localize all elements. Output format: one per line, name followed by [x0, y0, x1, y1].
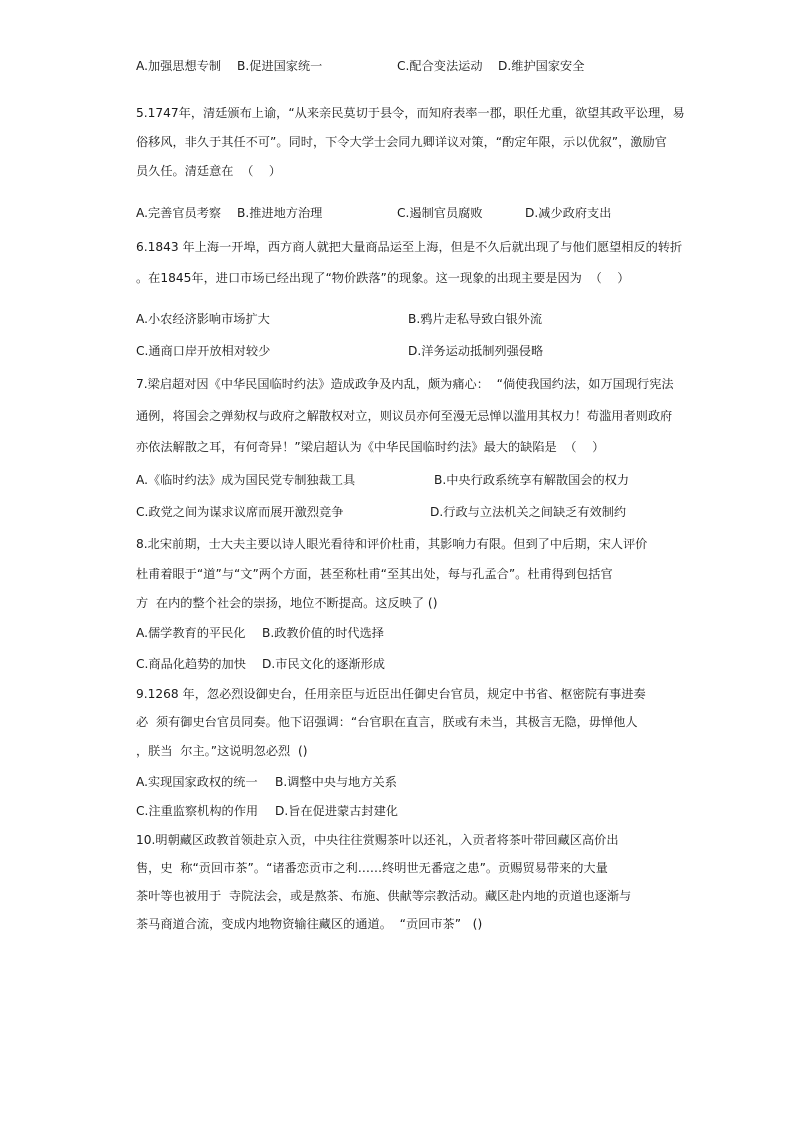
option-a: A.加强思想专制 — [136, 59, 222, 73]
option-b: B.鸦片走私导致白银外流 — [408, 312, 543, 326]
option-a: A.完善官员考察 — [136, 206, 222, 220]
question-stem-line: 10.明朝藏区政教首领赴京入贡，中央往往赏赐茶叶以还礼，入贡者将茶叶带回藏区高价出 — [136, 833, 619, 847]
question-stem-line: 8.北宋前期，士大夫主要以诗人眼光看待和评价杜甫，其影响力有限。但到了中后期，宋人评价 — [136, 537, 648, 551]
question-stem-line: 员久任。清廷意在 （ ） — [136, 164, 282, 178]
option-c: C.配合变法运动 — [397, 59, 483, 73]
option-d: D.洋务运动抵制列强侵略 — [408, 344, 544, 358]
option-d: D.减少政府支出 — [525, 206, 612, 220]
question-stem-line: 方 在内的整个社会的崇扬，地位不断提高。这反映了 () — [136, 596, 438, 610]
question-stem-line: 必 须有御史台官员同奏。他下诏强调：“台官职在直言，朕或有未当，其极言无隐，毋惮他人 — [136, 715, 638, 729]
option-c: C.政党之间为谋求议席而展开激烈竞争 — [136, 505, 344, 519]
question-stem-line: 茶叶等也被用于 寺院法会，或是熬茶、布施、供献等宗教活动。藏区赴内地的贡道也逐渐与 — [136, 889, 632, 903]
question-stem-line: 杜甫着眼于“道”与“文”两个方面，甚至称杜甫“至其出处，每与孔孟合”。杜甫得到包括官 — [136, 567, 613, 581]
option-a: A.实现国家政权的统一 — [136, 775, 258, 789]
option-a: A.小农经济影响市场扩大 — [136, 312, 270, 326]
question-stem-line: 6.1843 年上海一开埠，西方商人就把大量商品运至上海，但是不久后就出现了与他们愿望相反的转折 — [136, 240, 683, 254]
question-stem-line: 售，史 称“贡回市茶”。“诸番恋贡市之利……终明世无番寇之患”。贡赐贸易带来的大量 — [136, 861, 608, 875]
question-stem-line: 。在1845年，进口市场已经出现了“物价跌落”的现象。这一现象的出现主要是因为 （ ） — [136, 271, 630, 285]
option-a: A.儒学教育的平民化 — [136, 626, 246, 640]
option-c: C.遏制官员腐败 — [397, 206, 483, 220]
question-stem-line: 茶马商道合流，变成内地物资输往藏区的通道。 “贡回市茶” () — [136, 917, 483, 931]
option-a: A.《临时约法》成为国民党专制独裁工具 — [136, 473, 356, 487]
option-d: D.行政与立法机关之间缺乏有效制约 — [430, 505, 627, 519]
option-b: B.推进地方治理 — [237, 206, 323, 220]
question-stem-line: ，朕当 尔主。”这说明忽必烈 () — [136, 744, 308, 758]
option-c: C.商品化趋势的加快 — [136, 657, 246, 671]
option-b: B.调整中央与地方关系 — [275, 775, 397, 789]
option-d: D.维护国家安全 — [498, 59, 585, 73]
option-c: C.注重监察机构的作用 — [136, 804, 259, 818]
option-d: D.市民文化的逐渐形成 — [262, 657, 385, 671]
question-stem-line: 亦依法解散之耳，有何奇异！”梁启超认为《中华民国临时约法》最大的缺陷是 （ ） — [136, 440, 605, 454]
option-b: B.促进国家统一 — [237, 59, 323, 73]
question-stem-line: 7.梁启超对因《中华民国临时约法》造成政争及内乱，颇为痛心： “倘使我国约法，如万国现行宪法 — [136, 377, 674, 391]
question-stem-line: 5.1747年，清廷颁布上谕，“从来亲民莫切于县令，而知府表率一郡，职任尤重，欲望其政平讼理，易 — [136, 106, 685, 120]
option-b: B.中央行政系统享有解散国会的权力 — [434, 473, 630, 487]
question-stem-line: 9.1268 年，忽必烈设御史台，任用亲臣与近臣出任御史台官员，规定中书省、枢密院有事进奏 — [136, 687, 646, 701]
question-stem-line: 通例，将国会之弹劾权与政府之解散权对立，则议员亦何至漫无忌惮以滥用其权力！苟滥用者则政府 — [136, 409, 673, 423]
option-d: D.旨在促进蒙古封建化 — [275, 804, 398, 818]
question-stem-line: 俗移风，非久于其任不可”。同时，下令大学士会同九卿详议对策，“酌定年限，示以优叙”，激励官 — [136, 135, 667, 149]
option-b: B.政教价值的时代选择 — [262, 626, 384, 640]
option-c: C.通商口岸开放相对较少 — [136, 344, 271, 358]
